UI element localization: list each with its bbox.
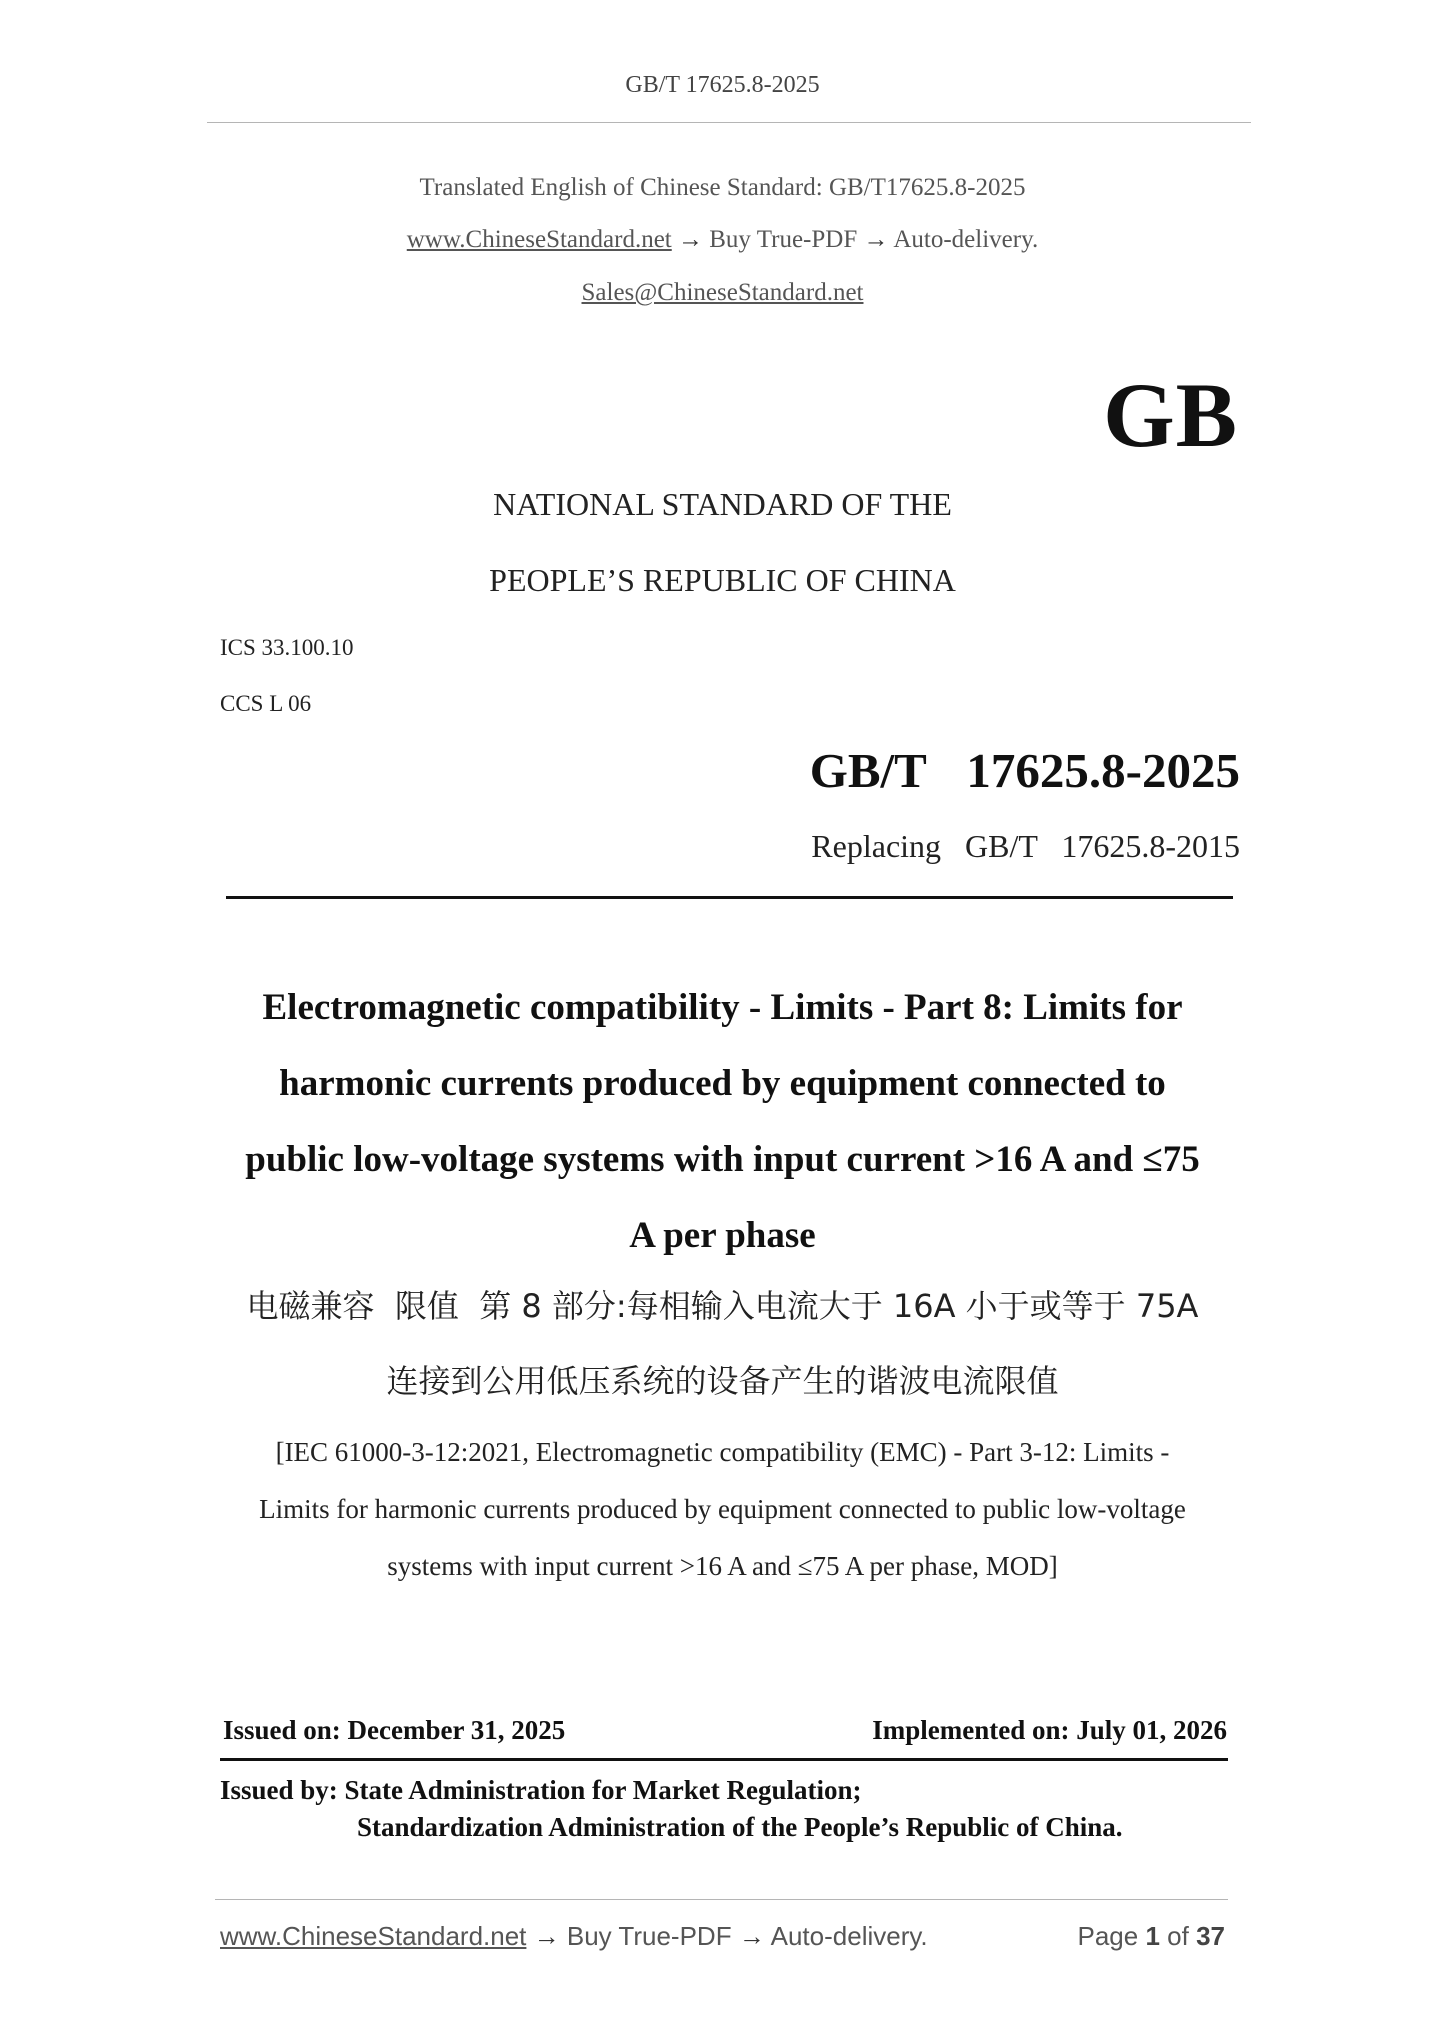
chinese-title-line-1: 电磁兼容 限值 第 8 部分:每相输入电流大于 16A 小于或等于 75A — [246, 1287, 1199, 1325]
ccs-code: CCS L 06 — [220, 691, 312, 716]
purchase-line — [0, 226, 1445, 254]
of-label: of — [1167, 1921, 1189, 1951]
iec-reference-line: Limits for harmonic currents produced by equipment connected to public low-voltage — [259, 1494, 1186, 1524]
english-title-line: Electromagnetic compatibility - Limits - Part 8: Limits for — [262, 987, 1183, 1028]
sales-email-link[interactable]: Sales@ChineseStandard.net — [581, 279, 864, 306]
iec-reference-line: systems with input current >16 A and ≤75 A per phase, MOD] — [387, 1551, 1058, 1581]
arrow-icon: → — [738, 1921, 765, 1951]
ics-code: ICS 33.100.10 — [220, 635, 354, 660]
issued-by — [220, 1772, 1123, 1846]
issue-divider — [220, 1758, 1228, 1761]
national-standard-line-1: NATIONAL STANDARD OF THE — [493, 486, 952, 522]
english-title-line: A per phase — [629, 1215, 816, 1256]
email-line — [0, 279, 1445, 307]
iec-reference — [210, 1424, 1235, 1595]
issued-by-line-2: Standardization Administration of the People’s Republic of China. — [357, 1812, 1123, 1842]
footer-website-link[interactable]: www.ChineseStandard.net — [220, 1921, 527, 1951]
gb-logo: GB — [1103, 364, 1238, 466]
translation-notice: Translated English of Chinese Standard: GB/T17625.8-2025 — [419, 174, 1026, 201]
running-header: GB/T 17625.8-2025 — [625, 72, 820, 98]
header-divider — [207, 122, 1251, 123]
iec-reference-line: [IEC 61000-3-12:2021, Electromagnetic compatibility (EMC) - Part 3-12: Limits - — [275, 1437, 1170, 1467]
page-label: Page — [1077, 1921, 1139, 1951]
footer-buy-text: Buy True-PDF — [566, 1921, 732, 1951]
issued-by-line-1: Issued by: State Administration for Market Regulation; — [220, 1775, 862, 1805]
footer-divider — [215, 1899, 1228, 1900]
page-current: 1 — [1145, 1921, 1160, 1951]
page-total: 37 — [1196, 1921, 1225, 1951]
footer-purchase-line — [220, 1921, 928, 1952]
standard-number: GB/T 17625.8-2025 — [809, 743, 1240, 798]
issued-on-date: Issued on: December 31, 2025 — [223, 1715, 566, 1745]
arrow-icon: → — [863, 226, 889, 253]
footer-delivery-text: Auto-delivery. — [770, 1921, 928, 1951]
auto-delivery-text: Auto-delivery. — [893, 226, 1039, 253]
english-title — [200, 970, 1245, 1274]
page-indicator — [1077, 1921, 1225, 1952]
arrow-icon: → — [533, 1921, 560, 1951]
website-link[interactable]: www.ChineseStandard.net — [406, 226, 672, 253]
english-title-line: public low-voltage systems with input current >16 A and ≤75 — [245, 1139, 1200, 1180]
title-divider — [226, 896, 1233, 899]
chinese-title-line-2: 连接到公用低压系统的设备产生的谐波电流限值 — [386, 1362, 1059, 1400]
national-standard-line-2: PEOPLE’S REPUBLIC OF CHINA — [489, 562, 956, 598]
arrow-icon: → — [678, 226, 703, 253]
replacing-standard: Replacing GB/T 17625.8-2015 — [811, 828, 1240, 864]
buy-true-pdf-text: Buy True-PDF — [709, 226, 858, 253]
implemented-on-date: Implemented on: July 01, 2026 — [872, 1715, 1227, 1745]
english-title-line: harmonic currents produced by equipment connected to — [279, 1063, 1166, 1104]
